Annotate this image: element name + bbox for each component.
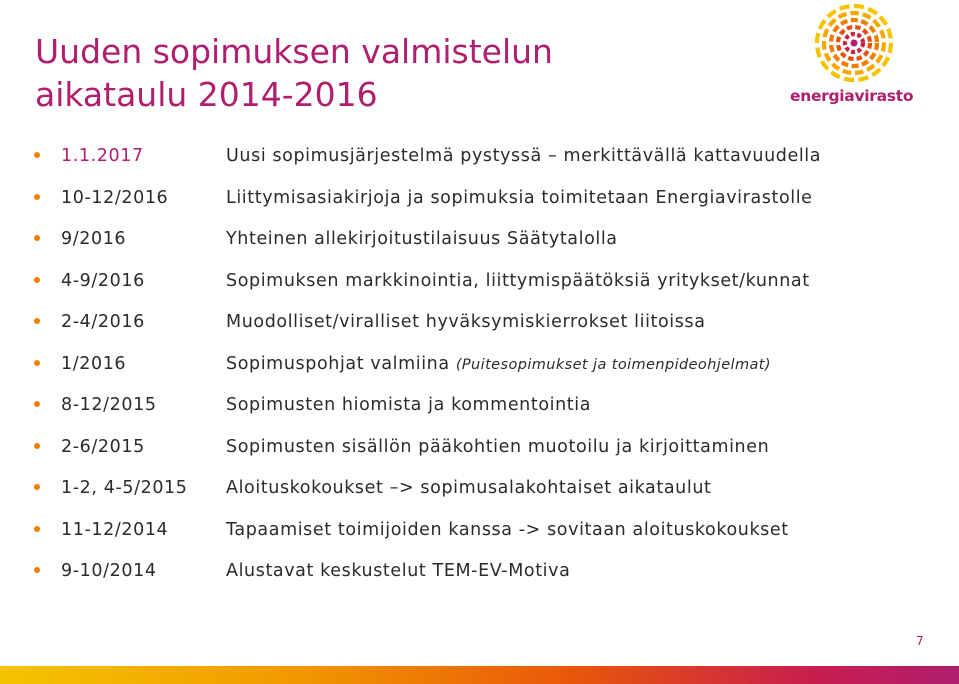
bullet-icon <box>34 526 40 532</box>
footer-gradient-bar <box>0 666 959 684</box>
bullet-icon <box>34 401 40 407</box>
schedule-list <box>34 144 934 601</box>
list-item <box>34 144 934 186</box>
sun-logo-icon <box>813 2 895 84</box>
schedule-text: Liittymisasiakirjoja ja sopimuksia toimitetaan Energiavirastolle <box>226 187 813 208</box>
list-item <box>34 559 934 601</box>
bullet-icon <box>34 360 40 366</box>
schedule-date: 9-10/2014 <box>61 561 157 581</box>
page-number: 7 <box>916 634 924 648</box>
slide-title: Uuden sopimuksen valmistelun aikataulu 2014-2016 <box>35 32 553 114</box>
list-item <box>34 393 934 435</box>
bullet-icon <box>34 567 40 573</box>
schedule-text: Sopimuspohjat valmiina (Puitesopimukset ja toimenpideohjelmat) <box>226 353 771 374</box>
schedule-text: Muodolliset/viralliset hyväksymiskierrokset liitoissa <box>226 312 706 332</box>
bullet-icon <box>34 484 40 490</box>
schedule-text: Alustavat keskustelut TEM-EV-Motiva <box>226 561 571 581</box>
list-item <box>34 435 934 477</box>
bullet-icon <box>34 235 40 241</box>
schedule-date: 4-9/2016 <box>61 270 145 291</box>
bullet-icon <box>34 277 40 283</box>
list-item <box>34 186 934 228</box>
schedule-date: 1/2016 <box>61 353 127 374</box>
schedule-text: Uusi sopimusjärjestelmä pystyssä – merkittävällä kattavuudella <box>226 146 822 166</box>
schedule-text: Sopimusten hiomista ja kommentointia <box>226 395 592 415</box>
schedule-date: 1-2, 4-5/2015 <box>61 478 188 498</box>
bullet-icon <box>34 318 40 324</box>
schedule-text: Sopimusten sisällön pääkohtien muotoilu ja kirjoittaminen <box>226 436 770 457</box>
schedule-date: 11-12/2014 <box>61 519 169 540</box>
bullet-icon <box>34 152 40 158</box>
list-item <box>34 310 934 352</box>
bullet-icon <box>34 194 40 200</box>
list-item <box>34 227 934 269</box>
schedule-text: Yhteinen allekirjoitustilaisuus Säätytalolla <box>226 229 618 249</box>
schedule-text: Aloituskokoukset –> sopimusalakohtaiset aikataulut <box>226 478 712 498</box>
schedule-date: 8-12/2015 <box>61 395 157 415</box>
bullet-icon <box>34 443 40 449</box>
schedule-date: 2-6/2015 <box>61 436 145 457</box>
list-item <box>34 269 934 311</box>
schedule-text: Sopimuksen markkinointia, liittymispäätöksiä yritykset/kunnat <box>226 270 810 291</box>
schedule-note: (Puitesopimukset ja toimenpideohjelmat) <box>455 356 771 373</box>
schedule-date: 1.1.2017 <box>61 146 144 166</box>
energiavirasto-logo <box>786 2 926 112</box>
list-item <box>34 518 934 560</box>
logo-wordmark: energiavirasto <box>790 87 914 105</box>
schedule-date: 2-4/2016 <box>61 312 145 332</box>
schedule-date: 10-12/2016 <box>61 187 169 208</box>
list-item <box>34 352 934 394</box>
schedule-date: 9/2016 <box>61 229 127 249</box>
list-item <box>34 476 934 518</box>
schedule-text: Tapaamiset toimijoiden kanssa -> sovitaan aloituskokoukset <box>226 519 789 540</box>
